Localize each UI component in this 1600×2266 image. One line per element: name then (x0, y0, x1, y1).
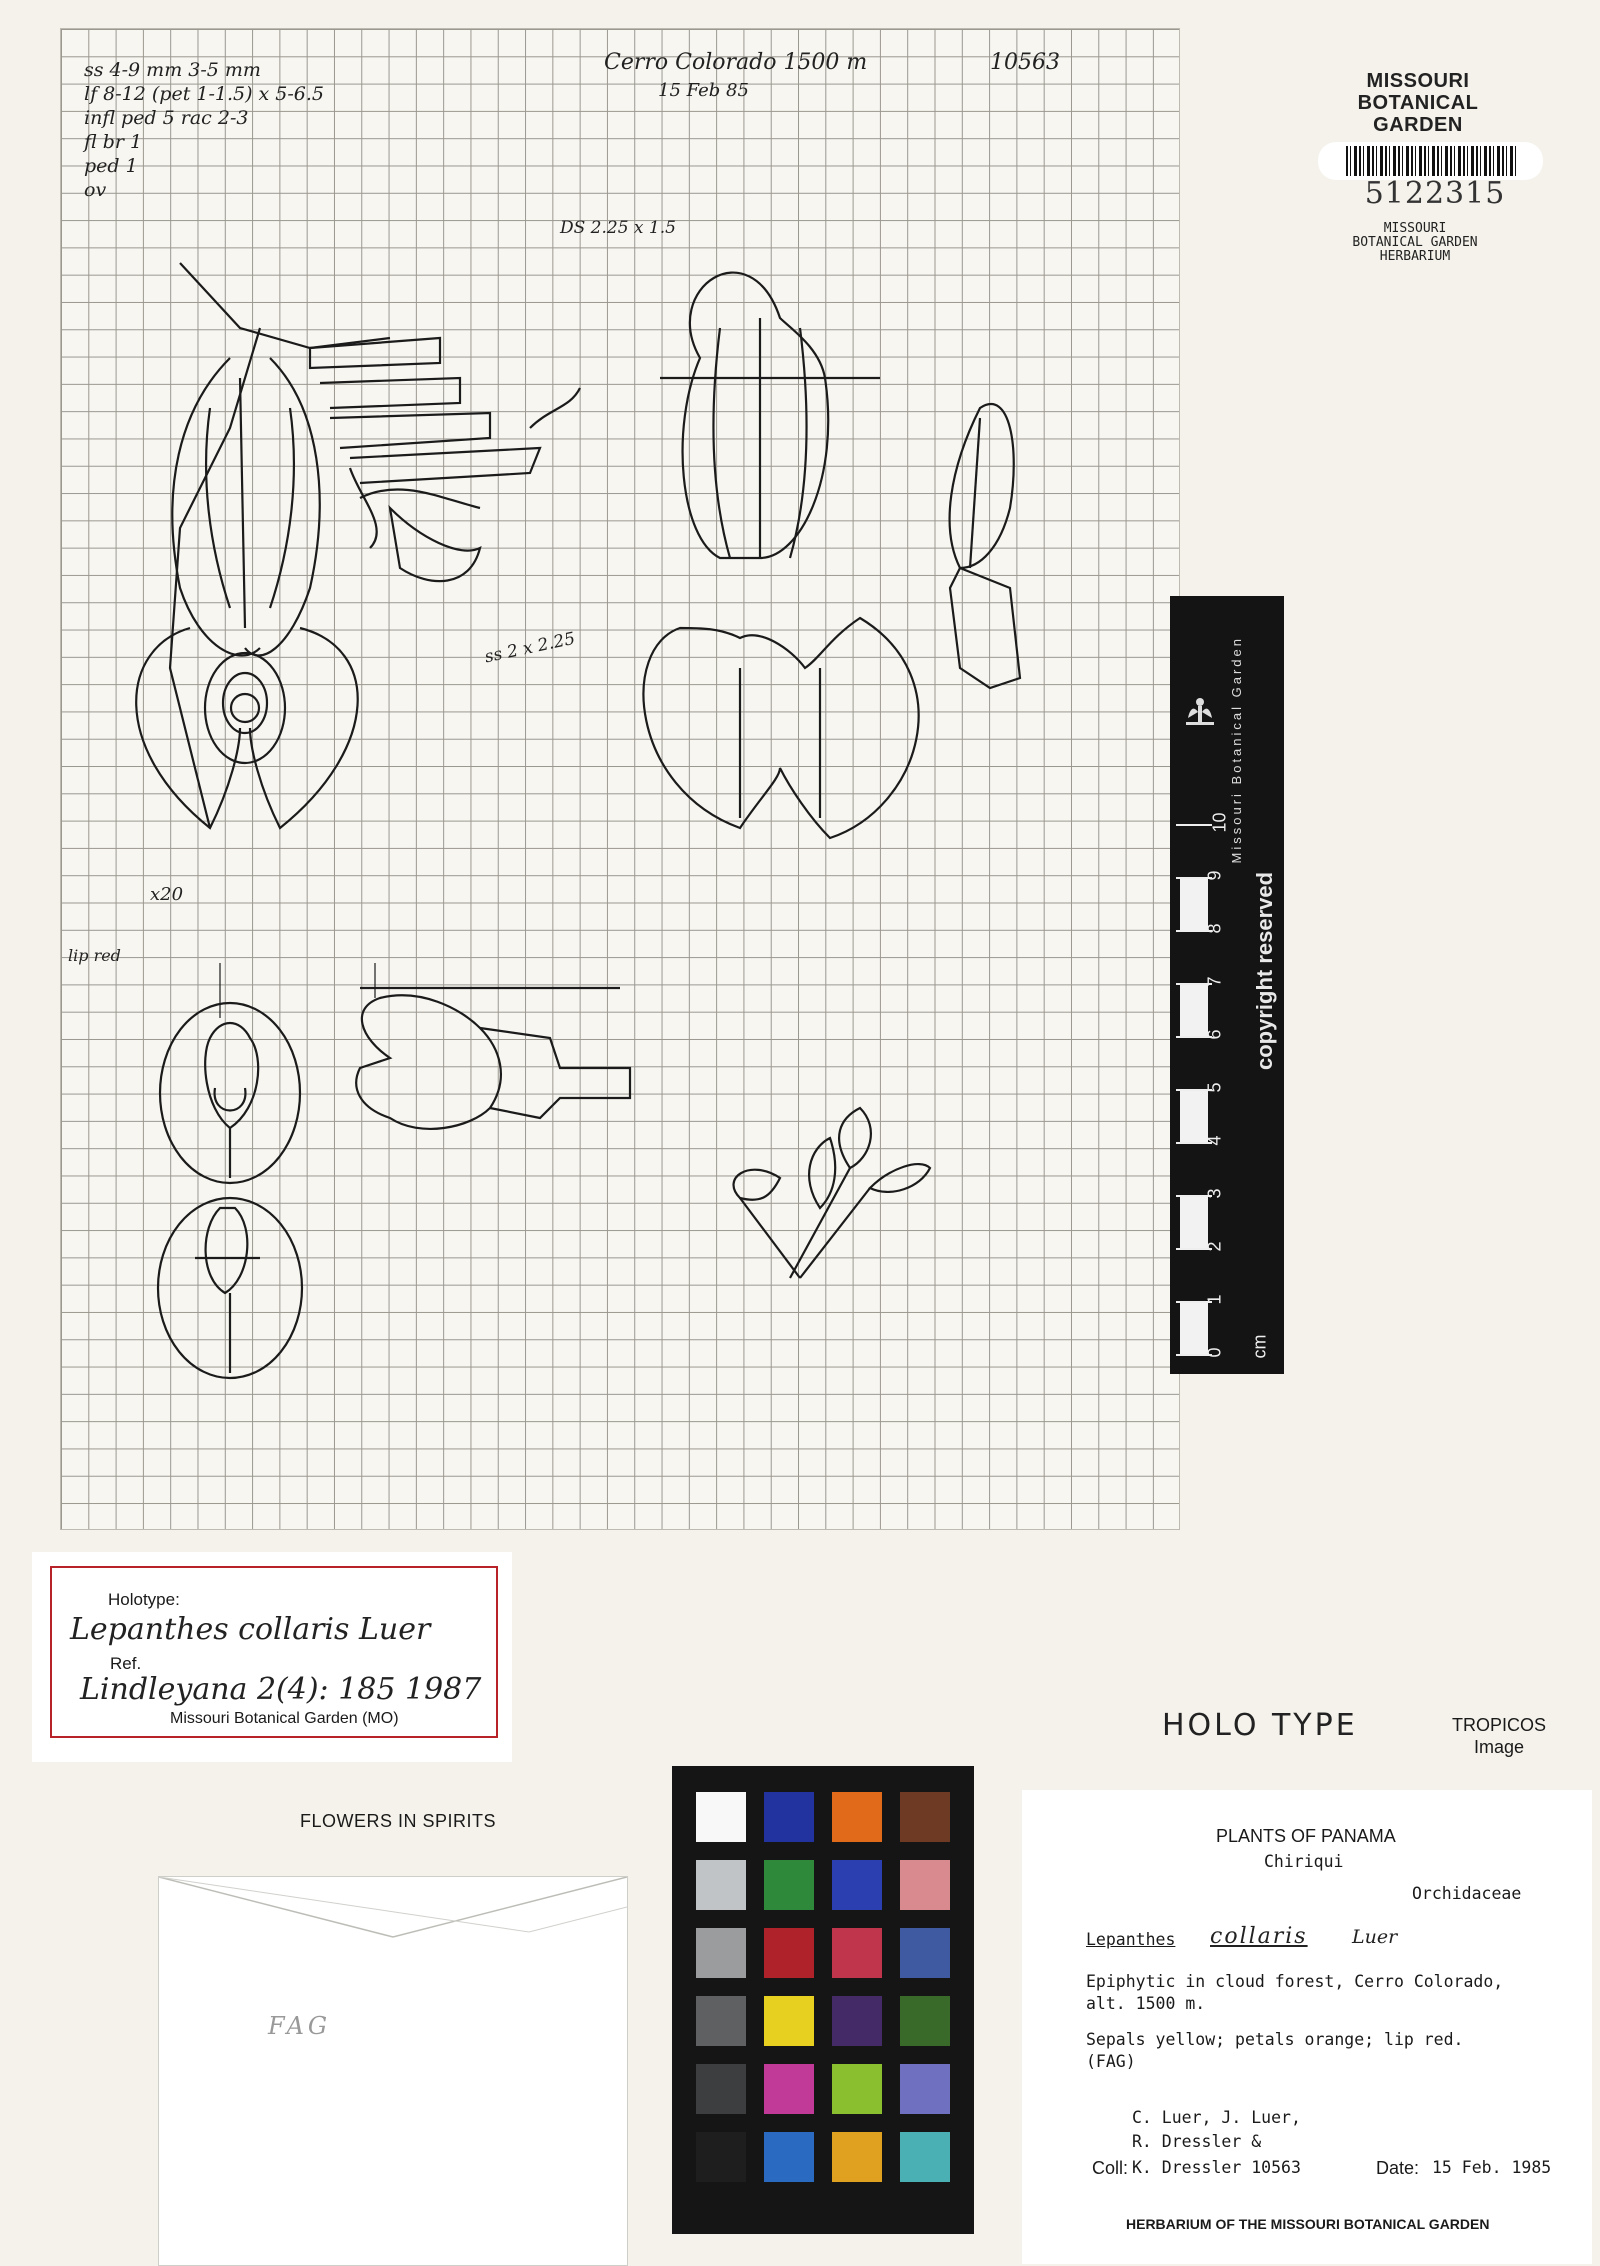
label-heading: PLANTS OF PANAMA (1216, 1826, 1396, 1846)
label-region: Chiriqui (1264, 1852, 1344, 1871)
color-swatch (900, 1928, 950, 1978)
holotype-species: Lepanthes collaris Luer (70, 1612, 431, 1647)
color-swatch (900, 1792, 950, 1842)
color-swatch (696, 1860, 746, 1910)
institution-name-line: MISSOURI (1366, 70, 1470, 92)
holotype-citation: Lindleyana 2(4): 185 1987 (80, 1672, 482, 1707)
color-swatch (900, 1860, 950, 1910)
note-line: ped 1 (84, 155, 138, 177)
stamp-line: HERBARIUM (1379, 249, 1451, 264)
label-description: Sepals yellow; petals orange; lip red. (1086, 2030, 1464, 2049)
color-swatch (832, 1792, 882, 1842)
label-collector-number: K. Dressler 10563 (1132, 2158, 1301, 2177)
ruler-tick (1176, 824, 1212, 826)
color-swatch (900, 1996, 950, 2046)
holotype-card (32, 1552, 512, 1762)
label-date: 15 Feb. 1985 (1432, 2158, 1552, 2177)
color-swatch (900, 2064, 950, 2114)
ruler-number: 3 (1204, 1188, 1225, 1199)
ruler-cell (1180, 1090, 1208, 1142)
specimen-envelope (158, 1876, 628, 2266)
envelope-title: FLOWERS IN SPIRITS (300, 1811, 497, 1831)
note-line: lf 8-12 (pet 1-1.5) x 5-6.5 (84, 83, 325, 105)
label-collector: C. Luer, J. Luer, (1132, 2108, 1301, 2127)
color-swatch (832, 1860, 882, 1910)
ruler-cell (1180, 984, 1208, 1036)
tropicos-line: Image (1473, 1737, 1525, 1757)
ruler-cell (1180, 1037, 1208, 1089)
ruler-number: 2 (1204, 1241, 1225, 1252)
ruler-number: 9 (1204, 870, 1225, 881)
note-magnification: x20 (150, 884, 184, 905)
ruler-number: 1 (1204, 1294, 1225, 1305)
color-swatch (696, 2064, 746, 2114)
tropicos-mark (1452, 1714, 1546, 1758)
label-epithet: collaris (1210, 1924, 1308, 1949)
ruler-number: 7 (1204, 976, 1225, 987)
label-author: Luer (1352, 1926, 1398, 1948)
color-swatch (764, 2132, 814, 2182)
color-swatch (764, 1996, 814, 2046)
mbg-logo-icon (1180, 688, 1220, 728)
note-line: ov (84, 179, 107, 201)
holotype-title: Holotype: (108, 1590, 180, 1609)
note-number: 10563 (990, 50, 1060, 75)
ruler-cell (1180, 1249, 1208, 1301)
color-swatch (696, 2132, 746, 2182)
label-describer: (FAG) (1086, 2052, 1136, 2071)
ruler-number: 8 (1204, 923, 1225, 934)
note-locality: Cerro Colorado 1500 m (604, 50, 868, 75)
color-swatch (696, 1792, 746, 1842)
ruler-unit: cm (1249, 1334, 1270, 1359)
holotype-ref-label: Ref. (110, 1654, 142, 1673)
color-swatch (764, 1860, 814, 1910)
barcode-number: 5122315 (1364, 176, 1506, 211)
barcode-bars (1346, 146, 1516, 176)
sepal-drawings (644, 273, 919, 838)
holotype-institution: Missouri Botanical Garden (MO) (170, 1710, 399, 1727)
ruler-number: 6 (1204, 1029, 1225, 1040)
label-date-label: Date: (1376, 2158, 1420, 2178)
color-swatch (696, 1996, 746, 2046)
label-habitat: Epiphytic in cloud forest, Cerro Colorado, (1086, 1972, 1504, 1991)
tropicos-line: TROPICOS (1452, 1715, 1547, 1735)
stamp-line: MISSOURI (1383, 221, 1447, 236)
plant-habit-drawing (136, 263, 580, 828)
ruler-number: 0 (1204, 1347, 1225, 1358)
small-plant-sketch (734, 1108, 930, 1278)
color-swatch (832, 2064, 882, 2114)
ruler-scale (1176, 812, 1230, 1374)
label-genus: Lepanthes (1086, 1930, 1176, 1949)
stamp-line: BOTANICAL GARDEN (1352, 235, 1478, 250)
ruler-cell (1180, 825, 1208, 877)
herbarium-stamp (1330, 222, 1500, 264)
institution-name-line: GARDEN (1373, 114, 1463, 136)
ruler-cell (1180, 1143, 1208, 1195)
color-swatch (832, 1928, 882, 1978)
color-swatch (764, 2064, 814, 2114)
note-ds: DS 2.25 x 1.5 (560, 218, 676, 238)
ruler-cell (1180, 1302, 1208, 1354)
color-swatch (764, 1928, 814, 1978)
color-swatch (764, 1792, 814, 1842)
ruler-cell (1180, 878, 1208, 930)
note-ss: ss 2 x 2.25 (482, 628, 577, 668)
ruler-cell (1180, 931, 1208, 983)
ruler-cell (1180, 1196, 1208, 1248)
color-swatch (900, 2132, 950, 2182)
label-altitude: alt. 1500 m. (1086, 1994, 1206, 2013)
ruler-number: 5 (1204, 1082, 1225, 1093)
lip-drawings (158, 1003, 302, 1378)
envelope-mark: FAG (268, 2012, 332, 2040)
label-coll-label: Coll: (1092, 2158, 1129, 2178)
color-calibration-card (672, 1766, 974, 2234)
barcode (1318, 142, 1543, 180)
ruler-number: 4 (1204, 1135, 1225, 1146)
note-lip: lip red (68, 946, 121, 965)
holotype-stamp: HOLO TYPE (1162, 1708, 1358, 1743)
label-collector: R. Dressler & (1132, 2132, 1262, 2151)
envelope-flap (159, 1877, 627, 2265)
label-family: Orchidaceae (1412, 1884, 1522, 1903)
color-swatch (832, 2132, 882, 2182)
note-date: 15 Feb 85 (658, 80, 749, 101)
ruler-number: 10 (1209, 812, 1230, 833)
scale-ruler (1170, 596, 1284, 1374)
institution-name (1318, 70, 1518, 136)
institution-name-line: BOTANICAL (1357, 92, 1479, 114)
label-footer: HERBARIUM OF THE MISSOURI BOTANICAL GARDEN (1126, 2216, 1490, 2232)
note-line: fl br 1 (84, 131, 143, 153)
petal-drawing (950, 404, 1020, 688)
color-swatch (832, 1996, 882, 2046)
ruler-brand: Missouri Botanical Garden (1229, 636, 1244, 864)
ruler-copyright: copyright reserved (1252, 871, 1277, 1071)
color-swatch (696, 1928, 746, 1978)
column-drawing (356, 988, 630, 1129)
orchid-line-drawings (60, 28, 1178, 1528)
note-line: ss 4-9 mm 3-5 mm (84, 59, 261, 81)
note-line: infl ped 5 rac 2-3 (84, 107, 249, 129)
specimen-label (1022, 1790, 1592, 2264)
